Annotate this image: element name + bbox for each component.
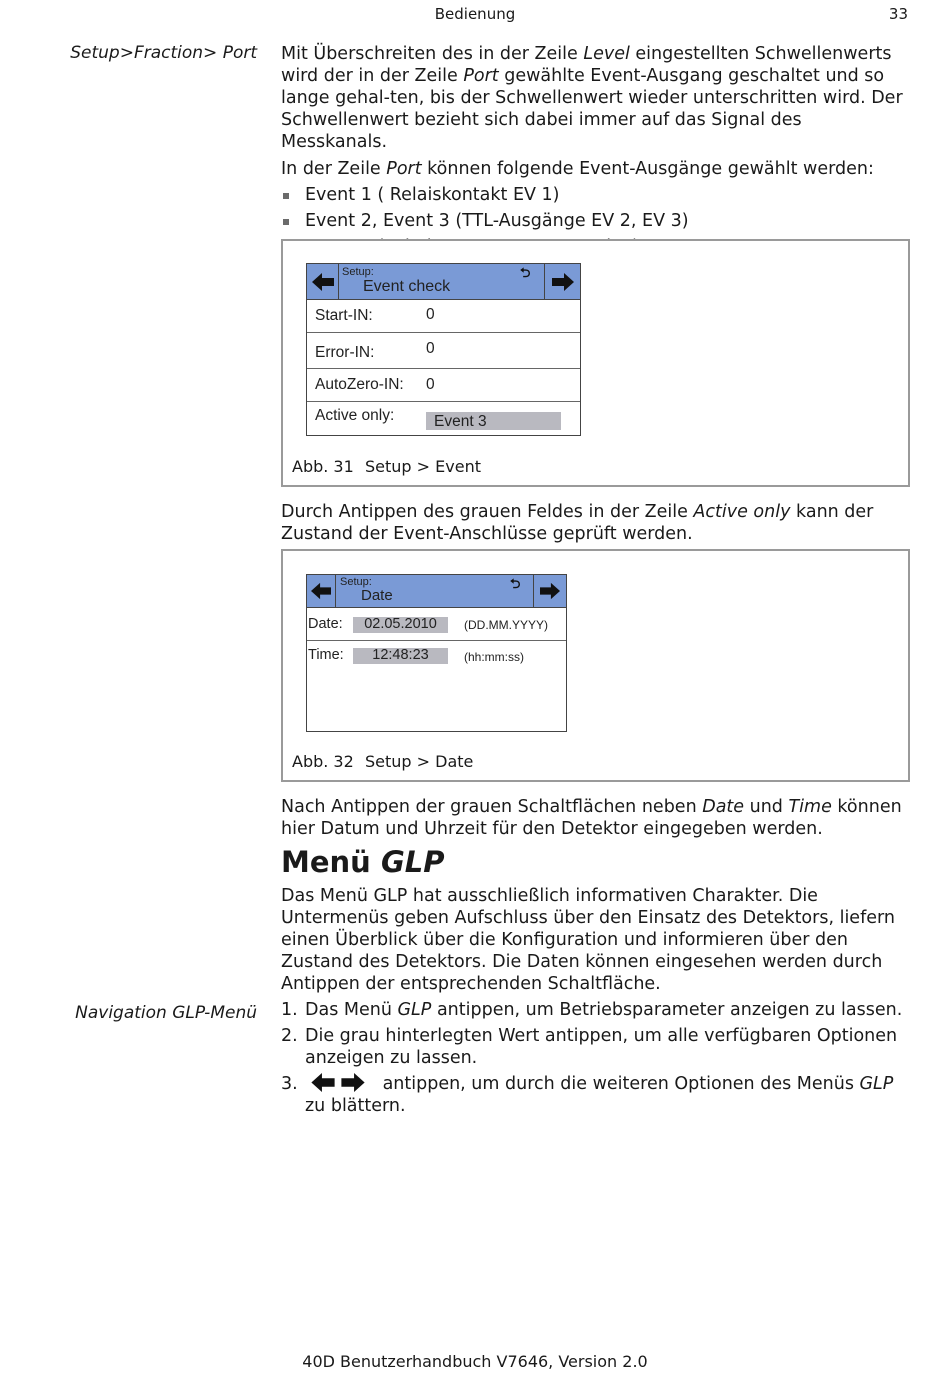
emphasis-text: Port [463,66,499,86]
row-label: AutoZero-IN: [315,376,404,393]
margin-note-glp-navigation: Navigation GLP-Menü [75,1003,257,1023]
paragraph-active-only [281,501,911,545]
text-run: Das Menü [305,1000,398,1020]
list-item: Event 1 ( Relaiskontakt EV 1) [281,182,911,208]
return-icon[interactable]: ⮌ [520,265,531,280]
step-1 [281,999,911,1021]
emphasis-text: GLP [397,1000,432,1020]
row-start-in [307,299,580,332]
heading-text-italic: GLP [380,845,445,879]
next-button[interactable] [544,264,580,299]
text-run: Mit Überschreiten des in der Zeile [281,44,584,64]
emphasis-text: Level [583,44,630,64]
step-3 [281,1073,911,1117]
running-header: Bedienung [434,5,516,23]
arrow-right-icon [540,583,560,600]
paragraph-date-time [281,796,911,840]
emphasis-text: Time [788,797,832,817]
text-run: antippen, um durch die weiteren Optionen des Menüs [377,1074,860,1094]
caption-text: Setup > Event [365,457,481,476]
screen-subtitle: Setup: [340,576,372,588]
arrow-left-icon [311,583,331,600]
row-date [307,607,566,640]
arrow-right-icon [341,1073,365,1092]
glp-steps [281,999,911,1117]
date-field[interactable]: 02.05.2010 [353,617,448,633]
page-footer: 40D Benutzerhandbuch V7646, Version 2.0 [302,1352,648,1371]
step-number: 2. [281,1026,298,1046]
prev-button[interactable] [307,264,339,299]
row-label: Error-IN: [315,344,375,361]
step-2 [281,1025,911,1069]
event-check-screen [306,263,581,436]
step-text [305,1000,902,1020]
figure-caption [292,752,473,771]
text-run: können hier Datum und Uhrzeit für den Detektor eingegeben werden. [281,797,902,839]
arrow-left-icon [312,273,334,291]
text-run: antippen, um Betriebsparameter anzeigen zu lassen. [431,1000,903,1020]
next-button[interactable] [533,575,566,607]
active-only-field[interactable]: Event 3 [426,412,561,430]
step-text [305,1026,897,1068]
prev-button[interactable] [307,575,336,607]
time-format-hint: (hh:mm:ss) [464,650,524,664]
figure-caption [292,457,481,476]
text-run: In der Zeile [281,159,387,179]
row-active-only [307,401,580,435]
date-label: Date: [308,616,343,632]
screen-title: Event check [363,278,451,295]
text-run: können folgende Event-Ausgänge gewählt werden: [421,159,874,179]
caption-label: Abb. 32 [292,752,354,771]
date-format-hint: (DD.MM.YYYY) [464,618,548,632]
glp-section [281,845,911,1121]
heading-text: Menü [281,845,371,879]
row-value: 0 [426,340,435,357]
text-run: gewählte Event-Ausgang geschaltet und so lange gehal-ten, bis der Schwellenwert wieder unterschritten wird. Der Schwellenwert bezieht sich dabei immer auf das Signal des Messkanals. [281,66,903,152]
glp-paragraph: Das Menü GLP hat ausschließlich informativen Charakter. Die Untermenüs geben Aufschluss über den Einsatz des Detektors, liefern einen Überblick über die Konfiguration und informieren über den Zustand des Detektors. Die Daten können eingesehen werden durch Antippen der entsprechenden Schaltfläche. [281,886,895,994]
text-run: Die grau hinterlegten Wert antippen, um alle verfügbaren Optionen anzeigen zu lassen. [305,1026,898,1068]
screen-title-bar [307,575,566,608]
emphasis-text: Active only [693,502,791,522]
text-run: Durch Antippen des grauen Feldes in der Zeile [281,502,694,522]
step-number: 1. [281,1000,298,1020]
emphasis-text: GLP [859,1074,894,1094]
caption-text: Setup > Date [365,752,474,771]
margin-note-port: Setup>Fraction> Port [70,43,257,63]
intro-paragraph-2 [281,158,911,180]
figure-31 [281,239,910,487]
emphasis-text: Date [702,797,745,817]
row-time [307,640,566,674]
text-run: zu blättern. [305,1096,406,1116]
text-run: Nach Antippen der grauen Schaltflächen neben [281,797,703,817]
text-run: eingestellten Schwellenwerts wird der in der Zeile [281,44,892,86]
row-error-in [307,332,580,369]
intro-paragraph-1 [281,43,911,153]
emphasis-text: Port [386,159,422,179]
screen-title-bar [307,264,580,300]
row-label: Start-IN: [315,307,373,324]
section-heading [281,845,911,879]
return-icon[interactable]: ⮌ [510,576,521,591]
text-run: kann der Zustand der Event-Anschlüsse geprüft werden. [281,502,874,544]
list-item: Event 2, Event 3 (TTL-Ausgänge EV 2, EV 3) [281,208,911,234]
arrow-left-icon [311,1073,335,1092]
row-value: 0 [426,376,435,393]
intro-block [281,43,911,260]
nav-arrows [305,1073,377,1095]
row-value: 0 [426,306,435,323]
screen-title: Date [361,587,393,604]
screen-subtitle: Setup: [342,266,374,278]
row-label: Active only: [315,407,395,424]
figure-32 [281,549,910,782]
step-text [305,1074,893,1116]
step-number: 3. [281,1074,298,1094]
time-field[interactable]: 12:48:23 [353,648,448,664]
date-screen [306,574,567,732]
arrow-right-icon [552,273,574,291]
page-number: 33 [888,5,908,23]
text-run: und [744,797,789,817]
time-label: Time: [308,647,344,663]
row-autozero-in [307,368,580,402]
caption-label: Abb. 31 [292,457,354,476]
